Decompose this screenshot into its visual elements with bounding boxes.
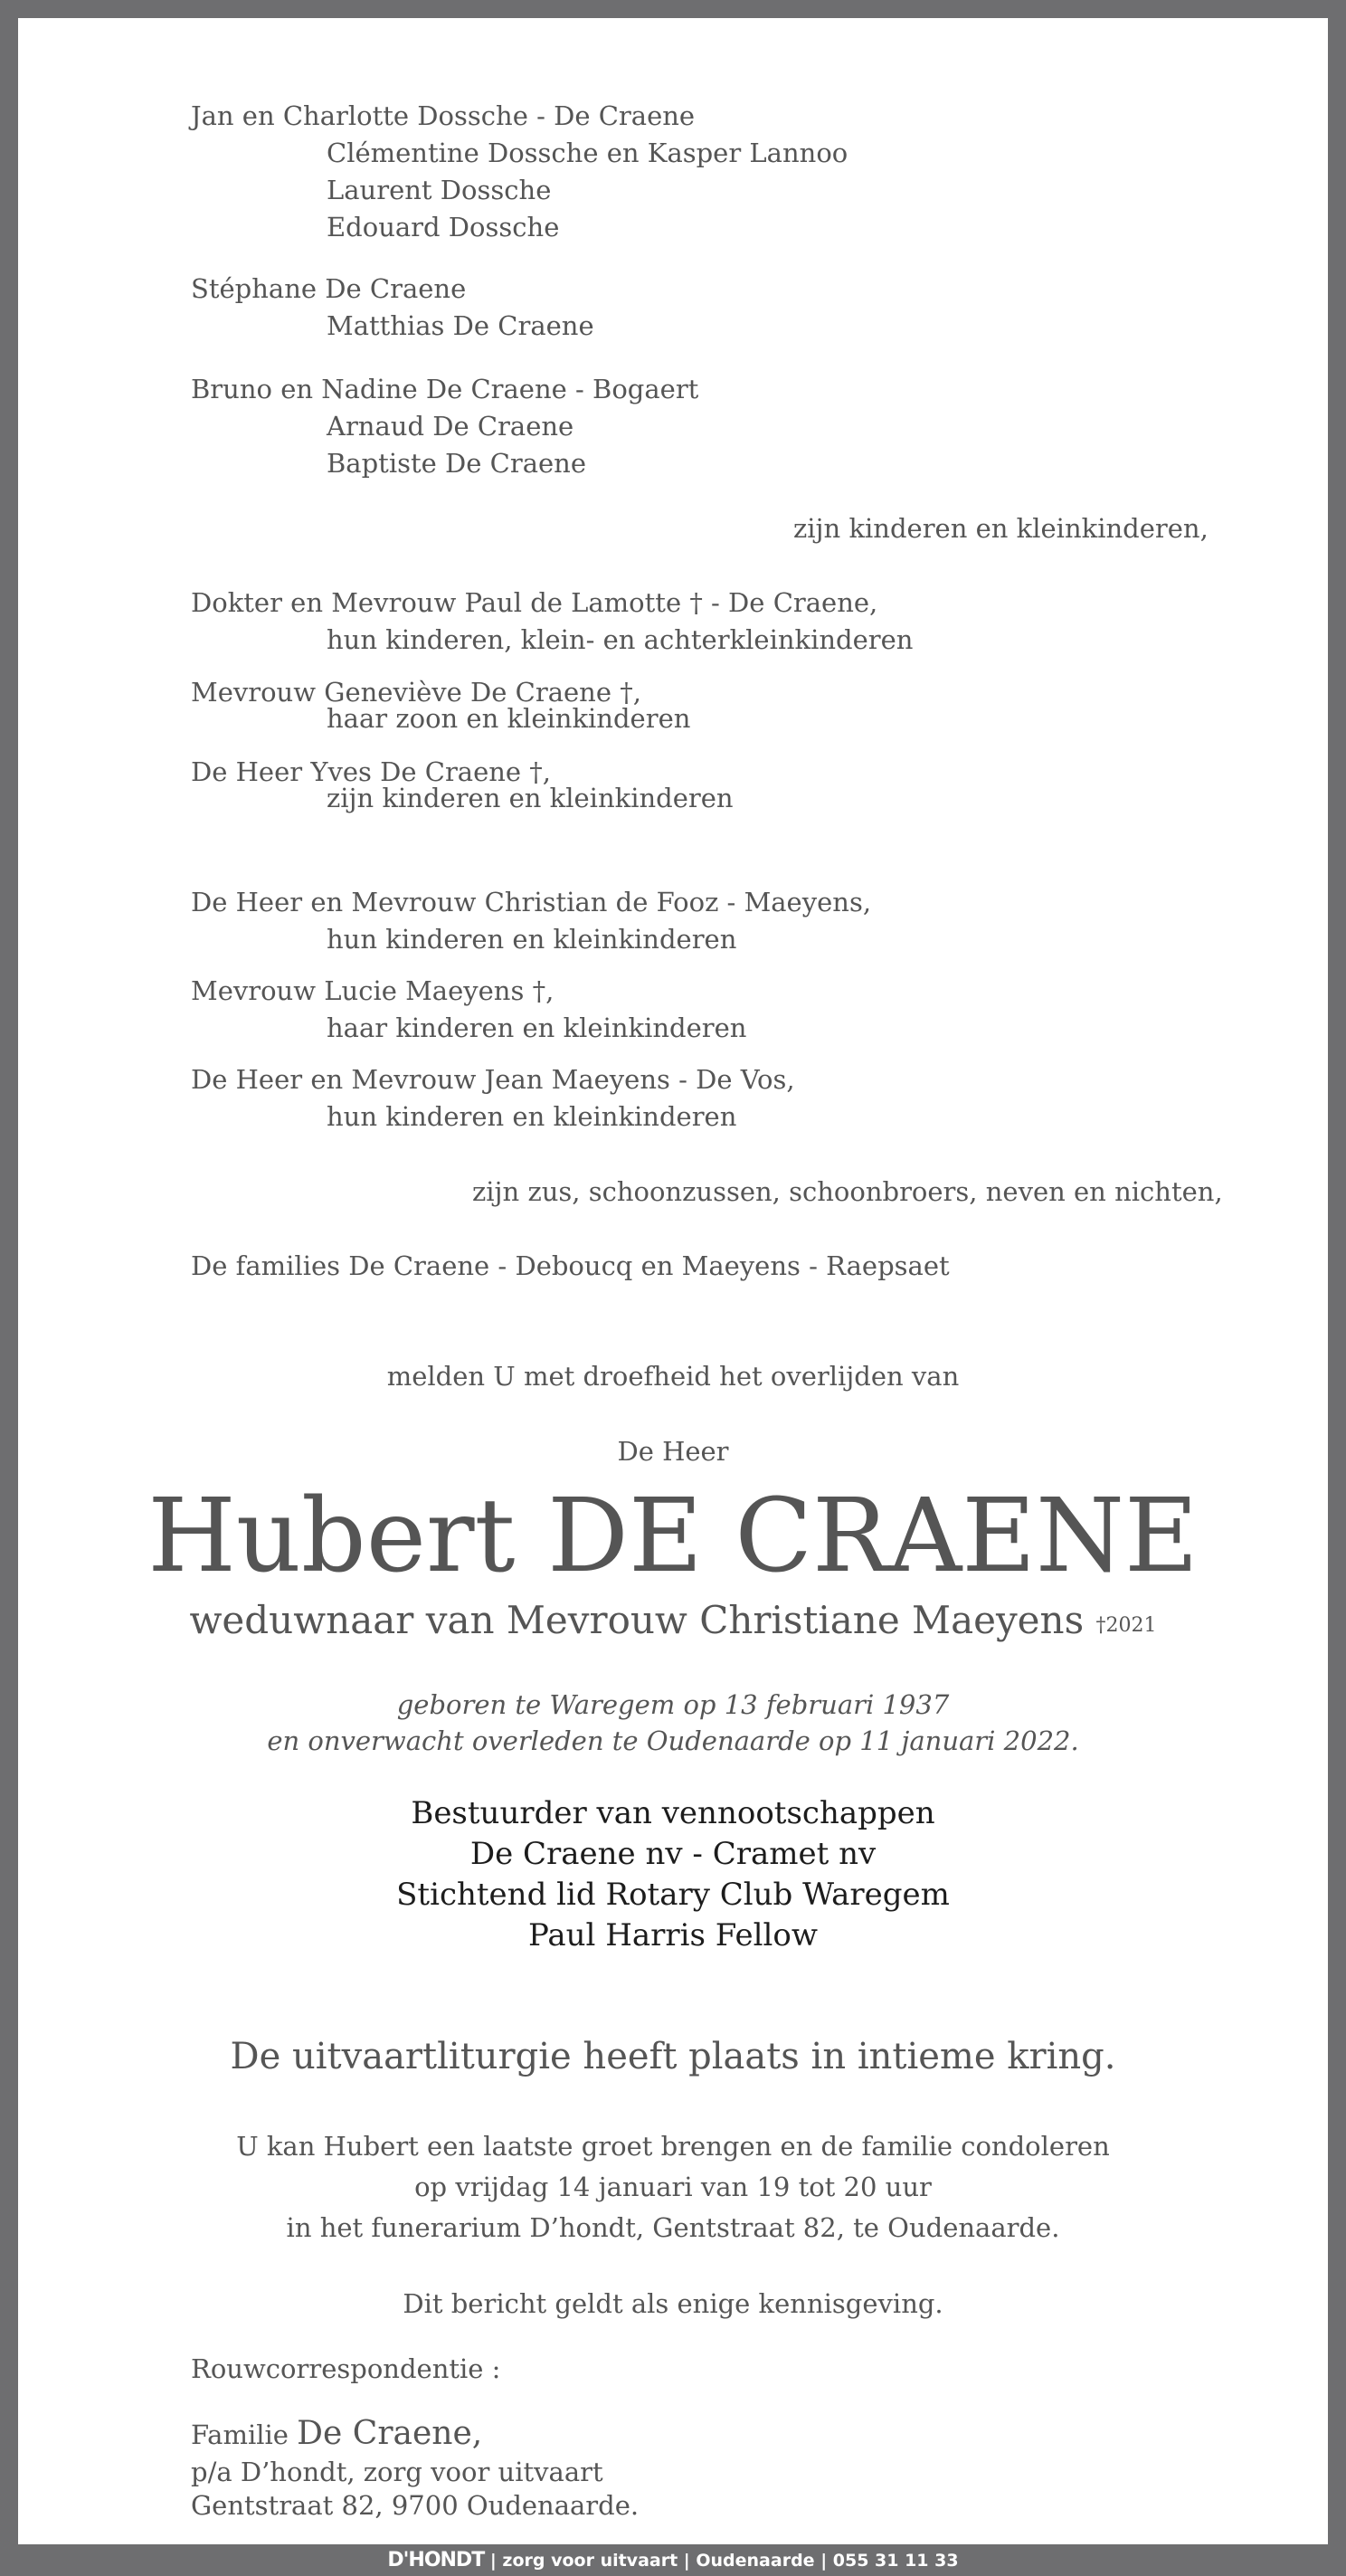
- role-line: Stichtend lid Rotary Club Waregem: [396, 1877, 950, 1913]
- footer-separator: |: [489, 2551, 503, 2571]
- farewell-line: U kan Hubert een laatste groet brengen en de familie condoleren: [236, 2131, 1110, 2162]
- sibling-name: Mevrouw Lucie Maeyens †,: [191, 975, 555, 1006]
- sibling-name: Mevrouw Geneviève De Craene †,: [191, 677, 641, 708]
- deceased-name: Hubert DE CRAENE: [147, 1478, 1199, 1595]
- sibling-sub: hun kinderen en kleinkinderen: [327, 924, 737, 955]
- zus-label: zijn zus, schoonzussen, schoonbroers, neven en nichten,: [472, 1176, 1223, 1207]
- dhondt-logo: D'HONDT: [387, 2549, 485, 2571]
- family-g1-child: Clémentine Dossche en Kasper Lannoo: [327, 138, 848, 168]
- announcement: melden U met droefheid het overlijden van: [386, 1361, 960, 1392]
- sibling-sub: haar kinderen en kleinkinderen: [327, 1012, 747, 1043]
- footer-tagline: zorg voor uitvaart: [502, 2551, 678, 2571]
- family-g1-child: Laurent Dossche: [327, 175, 552, 205]
- born-line: geboren te Waregem op 13 februari 1937: [396, 1689, 950, 1720]
- correspondence-label: Rouwcorrespondentie :: [191, 2353, 501, 2384]
- sibling-name: Dokter en Mevrouw Paul de Lamotte † - De Craene,: [191, 587, 878, 618]
- deceased-title: De Heer: [617, 1436, 729, 1467]
- footer-separator: |: [820, 2551, 833, 2571]
- family-g1-child: Edouard Dossche: [327, 212, 560, 242]
- footer-city: Oudenaarde: [696, 2551, 815, 2571]
- correspondence-address-1: p/a D’hondt, zorg voor uitvaart: [191, 2457, 603, 2487]
- widower-year: †2021: [1095, 1614, 1157, 1637]
- kids-label: zijn kinderen en kleinkinderen,: [793, 513, 1209, 544]
- sibling-name: De Heer Yves De Craene †,: [191, 756, 552, 787]
- liturgy-line: De uitvaartliturgie heeft plaats in intieme kring.: [230, 2036, 1116, 2077]
- correspondence-family: [191, 2415, 483, 2452]
- widower-text: weduwnaar van Mevrouw Christiane Maeyens: [189, 1598, 1085, 1642]
- sibling-name: De Heer en Mevrouw Jean Maeyens - De Vos,: [191, 1064, 795, 1095]
- family-g1-parent: Jan en Charlotte Dossche - De Craene: [191, 100, 696, 131]
- sibling-sub: hun kinderen en kleinkinderen: [327, 1101, 737, 1132]
- family-g3-child: Arnaud De Craene: [327, 411, 574, 442]
- correspondence-address-2: Gentstraat 82, 9700 Oudenaarde.: [191, 2490, 640, 2521]
- families-line: De families De Craene - Deboucq en Maeyens - Raepsaet: [191, 1250, 950, 1281]
- obituary-card: [18, 18, 1328, 2544]
- farewell-line: op vrijdag 14 januari van 19 tot 20 uur: [414, 2172, 932, 2202]
- footer-bar: [0, 2545, 1346, 2575]
- footer-separator: |: [683, 2551, 697, 2571]
- family-g2-parent: Stéphane De Craene: [191, 273, 467, 304]
- role-line: De Craene nv - Cramet nv: [469, 1836, 877, 1872]
- sibling-sub: zijn kinderen en kleinkinderen: [327, 783, 734, 813]
- died-line: en onverwacht overleden te Oudenaarde op 11 januari 2022.: [267, 1725, 1079, 1756]
- role-line: Bestuurder van vennootschappen: [411, 1795, 935, 1831]
- family-g3-child: Baptiste De Craene: [327, 448, 586, 479]
- familie-word: Familie: [191, 2419, 289, 2450]
- sibling-sub: haar zoon en kleinkinderen: [327, 703, 691, 734]
- widower-line: [18, 1598, 1328, 1649]
- footer-phone: 055 31 11 33: [832, 2551, 959, 2571]
- farewell-line: in het funerarium D’hondt, Gentstraat 82, te Oudenaarde.: [286, 2212, 1060, 2243]
- family-g3-parent: Bruno en Nadine De Craene - Bogaert: [191, 374, 699, 404]
- sibling-name: De Heer en Mevrouw Christian de Fooz - Maeyens,: [191, 887, 872, 917]
- role-line: Paul Harris Fellow: [528, 1917, 818, 1953]
- familie-name: De Craene,: [297, 2415, 483, 2452]
- sibling-sub: hun kinderen, klein- en achterkleinkinderen: [327, 624, 914, 655]
- family-g2-child: Matthias De Craene: [327, 310, 594, 341]
- notice-line: Dit bericht geldt als enige kennisgeving.: [403, 2288, 943, 2319]
